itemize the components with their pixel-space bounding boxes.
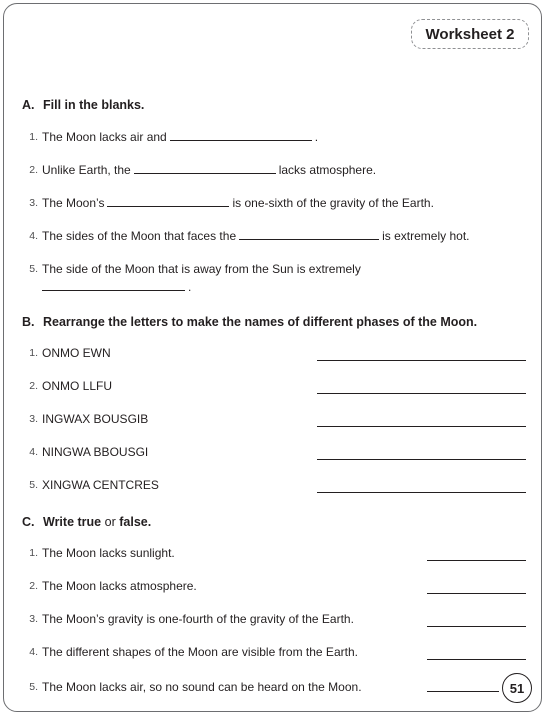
section-b-title	[22, 315, 477, 329]
keyword-true: true	[77, 515, 102, 529]
section-c-title	[22, 515, 151, 529]
item-number: 5.	[29, 479, 38, 491]
answer-blank[interactable]	[239, 239, 379, 240]
section-c-item-2	[4, 579, 543, 597]
statement-text: The different shapes of the Moon are visible from the Earth.	[42, 645, 358, 659]
answer-line[interactable]	[427, 593, 526, 594]
answer-line[interactable]	[317, 360, 526, 361]
keyword-false: false	[119, 515, 148, 529]
section-c-heading-end: .	[147, 515, 152, 529]
item-text: Unlike Earth, the	[42, 163, 131, 177]
section-b-item-2	[4, 379, 543, 397]
item-text: The side of the Moon that is away from the Sun is extremely	[42, 262, 361, 276]
statement-text: The Moon’s gravity is one-fourth of the gravity of the Earth.	[42, 612, 354, 626]
statement-text: The Moon lacks air, so no sound can be heard on the Moon.	[42, 680, 362, 694]
item-text: The Moon’s	[42, 196, 105, 210]
section-b-item-4	[4, 445, 543, 463]
section-c-heading-prefix: Write	[43, 515, 75, 529]
item-text-end: is extremely hot.	[382, 229, 470, 243]
answer-blank[interactable]	[134, 173, 276, 174]
answer-line[interactable]	[317, 393, 526, 394]
section-b-item-1	[4, 346, 543, 364]
section-a-heading: Fill in the blanks.	[43, 98, 145, 112]
item-text-end: is one-sixth of the gravity of the Earth.	[232, 196, 434, 210]
answer-line[interactable]	[317, 492, 526, 493]
item-number: 2.	[29, 380, 38, 392]
item-text: The Moon lacks air and	[42, 130, 167, 144]
section-c-item-5	[4, 680, 543, 698]
item-number: 5.	[29, 263, 38, 275]
item-number: 3.	[29, 613, 38, 625]
section-c-item-4	[4, 645, 543, 663]
scrambled-word: NINGWA BBOUSGI	[42, 445, 149, 459]
item-number: 1.	[29, 347, 38, 359]
item-number: 4.	[29, 646, 38, 658]
section-b-item-3	[4, 412, 543, 430]
page-number: 51	[509, 680, 525, 696]
item-text-end: .	[314, 130, 319, 144]
item-number: 3.	[29, 413, 38, 425]
answer-line[interactable]	[427, 560, 526, 561]
item-number: 2.	[29, 164, 38, 176]
page-number-badge	[502, 673, 532, 703]
scrambled-word: ONMO LLFU	[42, 379, 113, 393]
section-a-item-5	[4, 262, 543, 280]
worksheet-badge	[411, 19, 529, 49]
section-b-item-5	[4, 478, 543, 496]
worksheet-page	[3, 3, 542, 712]
section-a-item-1	[4, 130, 543, 148]
answer-line[interactable]	[427, 691, 499, 692]
section-c-letter: C.	[22, 515, 35, 529]
answer-line[interactable]	[317, 426, 526, 427]
answer-line[interactable]	[427, 659, 526, 660]
scrambled-word: XINGWA CENTCRES	[42, 478, 159, 492]
section-b-heading: Rearrange the letters to make the names of different phases of the Moon.	[43, 315, 478, 329]
scrambled-word: ONMO EWN	[42, 346, 111, 360]
item-number: 3.	[29, 197, 38, 209]
statement-text: The Moon lacks atmosphere.	[42, 579, 197, 593]
section-c-item-3	[4, 612, 543, 630]
answer-line[interactable]	[317, 459, 526, 460]
section-a-item-4	[4, 229, 543, 247]
scrambled-word: INGWAX BOUSGIB	[42, 412, 149, 426]
item-text-end: lacks atmosphere.	[278, 163, 377, 177]
item-number: 4.	[29, 446, 38, 458]
section-a-title	[22, 98, 144, 112]
answer-blank[interactable]	[42, 290, 185, 291]
item-text: The sides of the Moon that faces the	[42, 229, 237, 243]
statement-text: The Moon lacks sunlight.	[42, 546, 175, 560]
section-c-item-1	[4, 546, 543, 564]
answer-blank[interactable]	[170, 140, 312, 141]
item-number: 4.	[29, 230, 38, 242]
item-text-end: .	[188, 280, 192, 294]
section-a-item-3	[4, 196, 543, 214]
answer-blank[interactable]	[107, 206, 229, 207]
section-a-item-5-blank-row	[4, 280, 543, 298]
section-c-heading-or: or	[104, 515, 116, 529]
item-number: 1.	[29, 547, 38, 559]
worksheet-badge-label: Worksheet 2	[425, 25, 515, 43]
item-number: 1.	[29, 131, 38, 143]
section-a-item-2	[4, 163, 543, 181]
section-b-letter: B.	[22, 315, 35, 329]
answer-line[interactable]	[427, 626, 526, 627]
item-number: 5.	[29, 681, 38, 693]
section-a-letter: A.	[22, 98, 35, 112]
item-number: 2.	[29, 580, 38, 592]
